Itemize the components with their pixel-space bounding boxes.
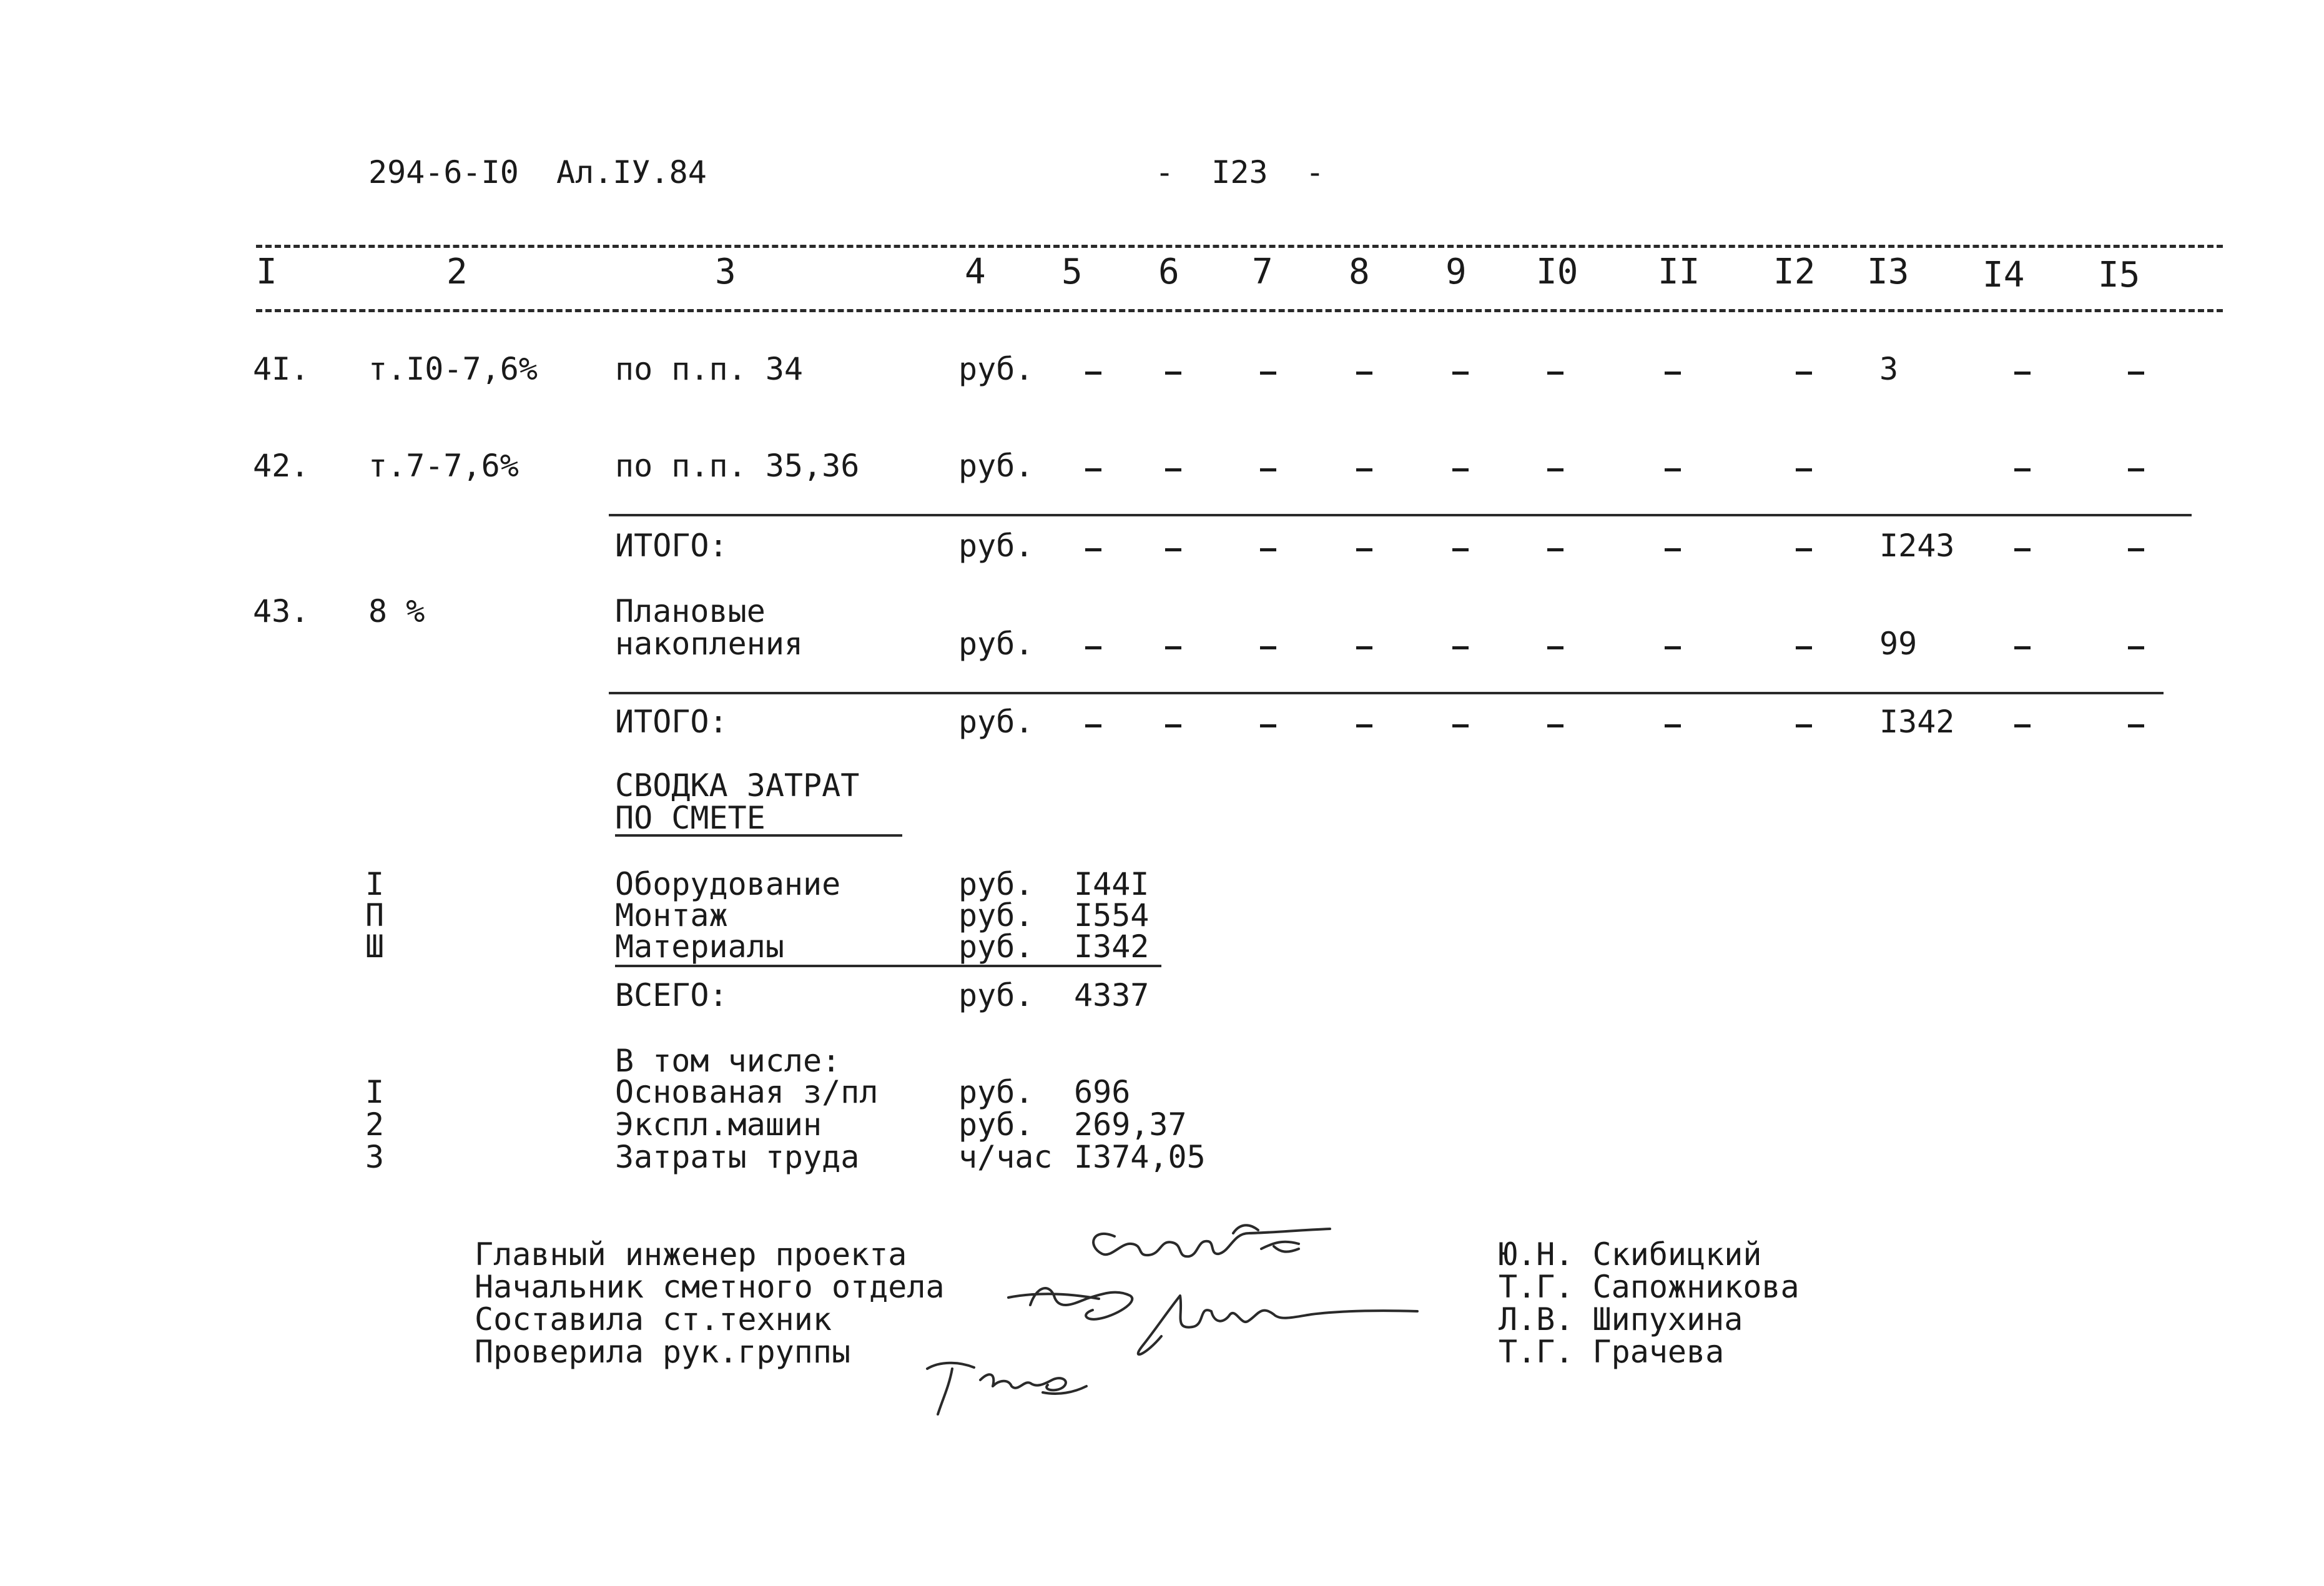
summary-title-underline xyxy=(615,834,902,837)
including-item-number: 2 xyxy=(365,1106,385,1143)
row-43-rate: 8 % xyxy=(368,593,425,629)
row-43-dash-col7 xyxy=(1260,646,1276,649)
summary-item-label: Оборудование xyxy=(615,866,841,902)
row-42-dash-col8 xyxy=(1356,468,1372,471)
signature-role: Начальник сметного отдела xyxy=(475,1269,945,1305)
row-41-dash-col9 xyxy=(1452,372,1469,375)
col-header-13: I3 xyxy=(1867,252,1909,292)
row-43-dash-col9 xyxy=(1452,646,1469,649)
row-41-dash-col7 xyxy=(1260,372,1276,375)
subtotal-2-value: I342 xyxy=(1879,704,1955,740)
row-41-dash-col5 xyxy=(1085,372,1101,375)
including-item-unit: руб. xyxy=(958,1074,1034,1110)
row-43-dash-col12 xyxy=(1796,646,1812,649)
col-header-2: 2 xyxy=(446,252,468,292)
signature-role: Главный инженер проекта xyxy=(475,1236,907,1273)
col-header-12: I2 xyxy=(1773,252,1816,292)
summary-total-unit: руб. xyxy=(958,977,1034,1013)
summary-item-value: I44I xyxy=(1074,866,1150,902)
subtotal-1-dash-col5 xyxy=(1085,548,1101,551)
subtotal-1-dash-col8 xyxy=(1356,548,1372,551)
subtotal-2-dash-col10 xyxy=(1547,724,1563,727)
handwritten-signatures xyxy=(899,1205,1492,1430)
including-label: В том числе: xyxy=(615,1043,841,1079)
including-item-unit: ч/час xyxy=(958,1139,1053,1175)
summary-item-value: I342 xyxy=(1074,928,1150,965)
subtotal-2-dash-col12 xyxy=(1796,724,1812,727)
summary-item-unit: руб. xyxy=(958,866,1034,902)
row-41-dash-col6 xyxy=(1165,372,1181,375)
summary-total-rule xyxy=(615,965,1161,967)
row-42-dash-col10 xyxy=(1547,468,1563,471)
signature-name: Ю.Н. Скибицкий xyxy=(1499,1236,1762,1273)
summary-title: СВОДКА ЗАТРАТ ПО СМЕТЕ xyxy=(615,767,860,836)
header-bottom-rule xyxy=(256,309,2223,312)
row-41-unit: руб. xyxy=(958,351,1034,387)
col-header-6: 6 xyxy=(1158,252,1179,292)
page-number: - I23 - xyxy=(1155,154,1324,190)
subtotal-1-dash-col12 xyxy=(1796,548,1812,551)
col-header-10: I0 xyxy=(1536,252,1578,292)
signature-role: Проверила рук.группы xyxy=(475,1334,851,1370)
row-42-description: по п.п. 35,36 xyxy=(615,448,860,484)
signature-name: Т.Г. Грачева xyxy=(1499,1334,1725,1370)
summary-item-number: П xyxy=(365,897,385,933)
including-item-value: 269,37 xyxy=(1074,1106,1187,1143)
row-42-dash-col11 xyxy=(1665,468,1681,471)
row-41-dash-col8 xyxy=(1356,372,1372,375)
subtotal-1-dash-col11 xyxy=(1665,548,1681,551)
subtotal-2-dash-col9 xyxy=(1452,724,1469,727)
row-43-dash-col6 xyxy=(1165,646,1181,649)
subtotal-2-dash-col8 xyxy=(1356,724,1372,727)
col-header-14: I4 xyxy=(1982,255,2025,295)
subtotal-1-dash-col9 xyxy=(1452,548,1469,551)
including-item-unit: руб. xyxy=(958,1106,1034,1143)
signature-name: Т.Г. Сапожникова xyxy=(1499,1269,1800,1305)
including-item-value: 696 xyxy=(1074,1074,1131,1110)
including-item-label: Затраты труда xyxy=(615,1139,860,1175)
subtotal-1-unit: руб. xyxy=(958,528,1034,564)
col-header-4: 4 xyxy=(965,252,986,292)
row-42-dash-col9 xyxy=(1452,468,1469,471)
row-43-dash-col11 xyxy=(1665,646,1681,649)
row-43-unit: руб. xyxy=(958,626,1034,662)
summary-item-unit: руб. xyxy=(958,897,1034,933)
subtotal-2-dash-col15 xyxy=(2128,724,2144,727)
summary-item-label: Материалы xyxy=(615,928,784,965)
subtotal-1-dash-col7 xyxy=(1260,548,1276,551)
header-top-rule xyxy=(256,245,2223,248)
summary-item-number: I xyxy=(365,866,385,902)
including-item-value: I374,05 xyxy=(1074,1139,1206,1175)
row-42-dash-col5 xyxy=(1085,468,1101,471)
row-42-dash-col6 xyxy=(1165,468,1181,471)
summary-total-value: 4337 xyxy=(1074,977,1150,1013)
row-41-number: 4I. xyxy=(253,351,310,387)
subtotal-rule-1 xyxy=(609,514,2192,516)
col-header-8: 8 xyxy=(1349,252,1370,292)
row-41-description: по п.п. 34 xyxy=(615,351,804,387)
subtotal-2-dash-col6 xyxy=(1165,724,1181,727)
col-header-1: I xyxy=(256,252,277,292)
subtotal-1-dash-col6 xyxy=(1165,548,1181,551)
row-43-dash-col14 xyxy=(2014,646,2031,649)
including-item-number: I xyxy=(365,1074,385,1110)
including-item-number: 3 xyxy=(365,1139,385,1175)
summary-item-number: Ш xyxy=(365,928,385,965)
col-header-15: I5 xyxy=(2098,255,2140,295)
subtotal-1-label: ИТОГО: xyxy=(615,528,728,564)
row-43-col13: 99 xyxy=(1879,626,1918,662)
subtotal-2-dash-col11 xyxy=(1665,724,1681,727)
row-41-dash-col15 xyxy=(2128,372,2144,375)
col-header-5: 5 xyxy=(1061,252,1083,292)
col-header-9: 9 xyxy=(1445,252,1467,292)
row-42-rate: т.7-7,6% xyxy=(368,448,519,484)
document-code: 294-6-I0 Ал.IУ.84 xyxy=(368,154,707,190)
row-43-dash-col10 xyxy=(1547,646,1563,649)
row-43-number: 43. xyxy=(253,593,310,629)
subtotal-rule-2 xyxy=(609,692,2164,694)
summary-item-label: Монтаж xyxy=(615,897,728,933)
subtotal-1-dash-col15 xyxy=(2128,548,2144,551)
col-header-7: 7 xyxy=(1252,252,1273,292)
subtotal-2-label: ИТОГО: xyxy=(615,704,728,740)
subtotal-2-dash-col14 xyxy=(2014,724,2031,727)
summary-item-unit: руб. xyxy=(958,928,1034,965)
including-item-label: Основаная з/пл xyxy=(615,1074,879,1110)
summary-total-label: ВСЕГО: xyxy=(615,977,728,1013)
subtotal-2-unit: руб. xyxy=(958,704,1034,740)
row-42-dash-col14 xyxy=(2014,468,2031,471)
including-item-label: Экспл.машин xyxy=(615,1106,822,1143)
row-41-dash-col10 xyxy=(1547,372,1563,375)
row-42-number: 42. xyxy=(253,448,310,484)
signature-name: Л.В. Шипухина xyxy=(1499,1301,1743,1337)
row-43-dash-col15 xyxy=(2128,646,2144,649)
row-42-dash-col7 xyxy=(1260,468,1276,471)
subtotal-1-dash-col14 xyxy=(2014,548,2031,551)
subtotal-1-value: I243 xyxy=(1879,528,1955,564)
row-43-dash-col8 xyxy=(1356,646,1372,649)
row-42-dash-col15 xyxy=(2128,468,2144,471)
row-41-dash-col14 xyxy=(2014,372,2031,375)
summary-item-value: I554 xyxy=(1074,897,1150,933)
row-43-description: Плановые накопления xyxy=(615,593,804,662)
col-header-11: II xyxy=(1658,252,1700,292)
subtotal-2-dash-col5 xyxy=(1085,724,1101,727)
row-41-dash-col11 xyxy=(1665,372,1681,375)
row-41-dash-col12 xyxy=(1796,372,1812,375)
subtotal-2-dash-col7 xyxy=(1260,724,1276,727)
row-42-unit: руб. xyxy=(958,448,1034,484)
subtotal-1-dash-col10 xyxy=(1547,548,1563,551)
col-header-3: 3 xyxy=(715,252,736,292)
row-42-dash-col12 xyxy=(1796,468,1812,471)
row-43-dash-col5 xyxy=(1085,646,1101,649)
signature-role: Составила ст.техник xyxy=(475,1301,832,1337)
row-41-col13: 3 xyxy=(1879,351,1899,387)
row-41-rate: т.I0-7,6% xyxy=(368,351,538,387)
